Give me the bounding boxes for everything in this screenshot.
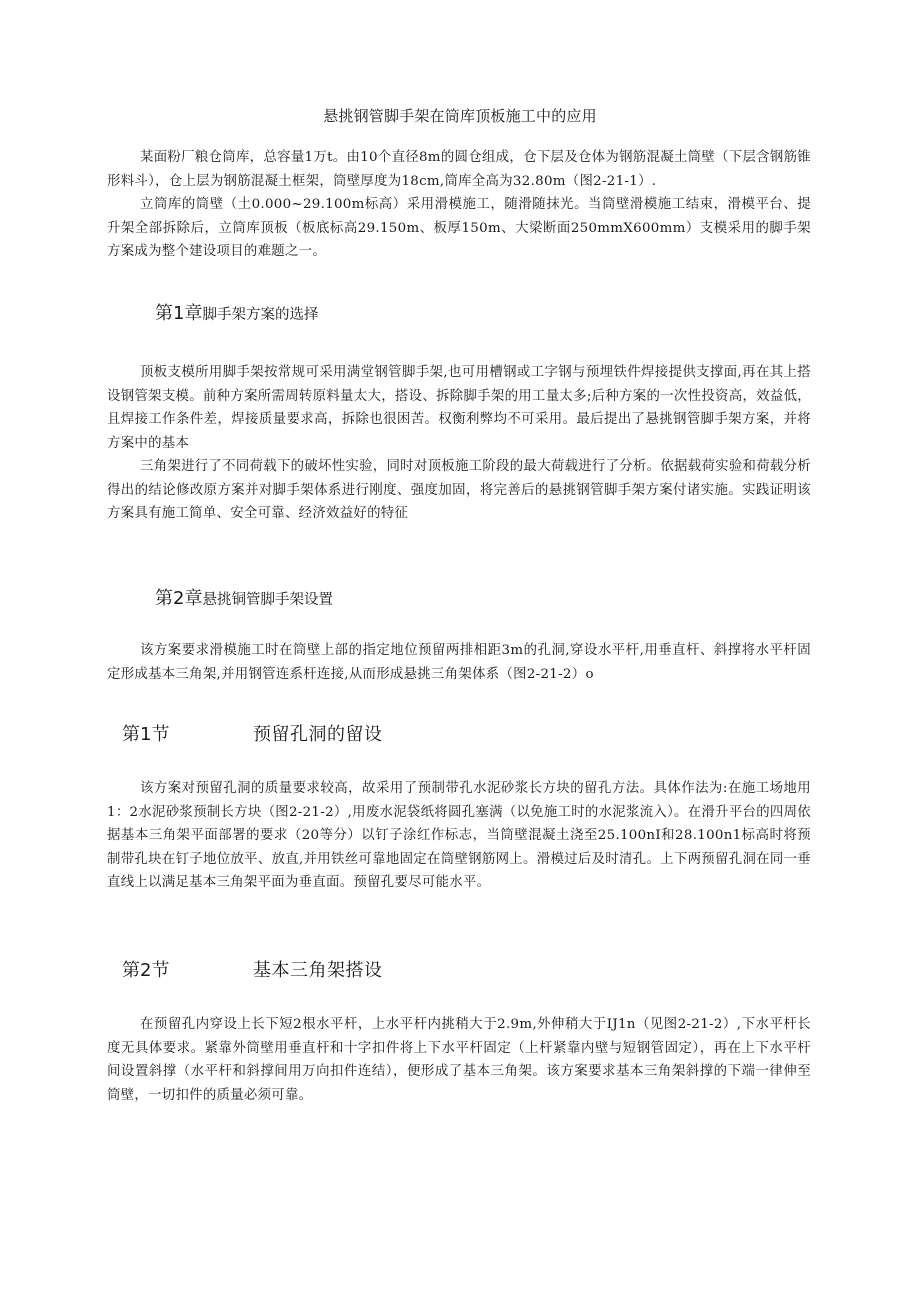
chapter-1-heading bbox=[155, 302, 318, 327]
chapter-2-paragraph-1: 该方案要求滑模施工时在筒壁上部的指定地位预留两排相距3m的孔洞,穿设水平杆,用垂直杆、斜撑将水平杆固定形成基本三角架,并用钢管连系杆连接,从而形成悬挑三角架体系（图2-21-2）o bbox=[107, 643, 811, 682]
chapter-1-paragraph-2: 三角架进行了不同荷载下的破坏性实验，同时对顶板施工阶段的最大荷载进行了分析。依据载荷实验和荷载分析得出的结论修改原方案并对脚手架体系进行刚度、强度加固，将完善后的悬挑钢管脚手架方案付诸实施。实践证明该方案具有施工简单、安全可靠、经济效益好的特征 bbox=[107, 459, 811, 521]
chapter-2-prefix: 第2章 bbox=[155, 588, 203, 609]
section-1-paragraph-1: 该方案对预留孔洞的质量要求较高，故采用了预制带孔水泥砂浆长方块的留孔方法。具体作法为:在施工场地用1：2水泥砂浆预制长方块（图2-21-2）,用废水泥袋纸将圆孔塞满（以免施工时的水泥浆流入）。在滑升平台的四周依据基本三角架平面部署的要求（20等分）以钉子涂红作标志，当筒壁混凝土浇至25.100nI和28.100n1标高时将预制带孔块在钉子地位放平、放直,并用铁丝可靠地固定在筒壁钢筋网上。滑模过后及时清孔。上下两预留孔洞在同一垂直线上以满足基本三角架平面为垂直面。预留孔要尽可能水平。 bbox=[107, 781, 811, 890]
intro-paragraph-2: 立筒库的筒壁（土0.000~29.100m标高）采用滑模施工，随滑随抹光。当筒壁滑模施工结束，滑模平台、提升架全部拆除后，立筒库顶板（板底标高29.150m、板厚150m、大梁断面250mmX600mm）支模采用的脚手架方案成为整个建设项目的难题之一。 bbox=[107, 197, 811, 259]
chapter-1-prefix: 第1章 bbox=[155, 303, 203, 324]
section-2-title: 基本三角架搭设 bbox=[253, 960, 383, 981]
chapter-1-paragraph-1: 顶板支模所用脚手架按常规可采用满堂钢管脚手架,也可用槽钢或工字钢与预埋铁件焊接提供支撑面,再在其上搭设钢管架支模。前种方案所需周转原料量太大，搭设、拆除脚手架的用工量太多;后种方案的一次性投资高，效益低，且焊接工作条件差，焊接质量要求高，拆除也很困苦。权衡利弊均不可采用。最后提出了悬挑钢管脚手架方案，并将方案中的基本 bbox=[107, 365, 811, 451]
intro-paragraph-1: 某面粉厂粮仓筒库，总容量1万t。由10个直径8m的圆仓组成，仓下层及仓体为钢筋混凝土筒壁（下层含钢筋锥形料斗），仓上层为钢筋混凝土框架，筒壁厚度为18cm,筒库全高为32.80m（图2-21-1）. bbox=[107, 150, 811, 189]
section-1-title: 预留孔洞的留设 bbox=[253, 724, 383, 745]
chapter-1-title: 脚手架方案的选择 bbox=[202, 307, 319, 323]
document-title: 悬挑钢管脚手架在筒库顶板施工中的应用 bbox=[323, 107, 597, 125]
section-1-prefix: 第1节 bbox=[122, 724, 170, 745]
section-2-paragraph-1: 在预留孔内穿设上长下短2根水平杆，上水平杆内挑稍大于2.9m,外伸稍大于IJ1n（见图2-21-2）,下水平杆长度无具体要求。紧靠外筒壁用垂直杆和十字扣件将上下水平杆固定（上杆紧靠内壁与短钢管固定），再在上下水平杆间设置斜撑（水平杆和斜撑间用万向扣件连结），便形成了基本三角架。该方案要求基本三角架斜撑的下端一律伸至筒壁，一切扣件的质量必须可靠。 bbox=[107, 1017, 811, 1103]
chapter-2-title: 悬挑铜管脚手架设置 bbox=[202, 592, 333, 608]
section-1-heading bbox=[122, 722, 383, 748]
section-2-heading bbox=[122, 958, 383, 984]
chapter-2-heading bbox=[155, 587, 333, 612]
section-2-prefix: 第2节 bbox=[122, 960, 170, 981]
